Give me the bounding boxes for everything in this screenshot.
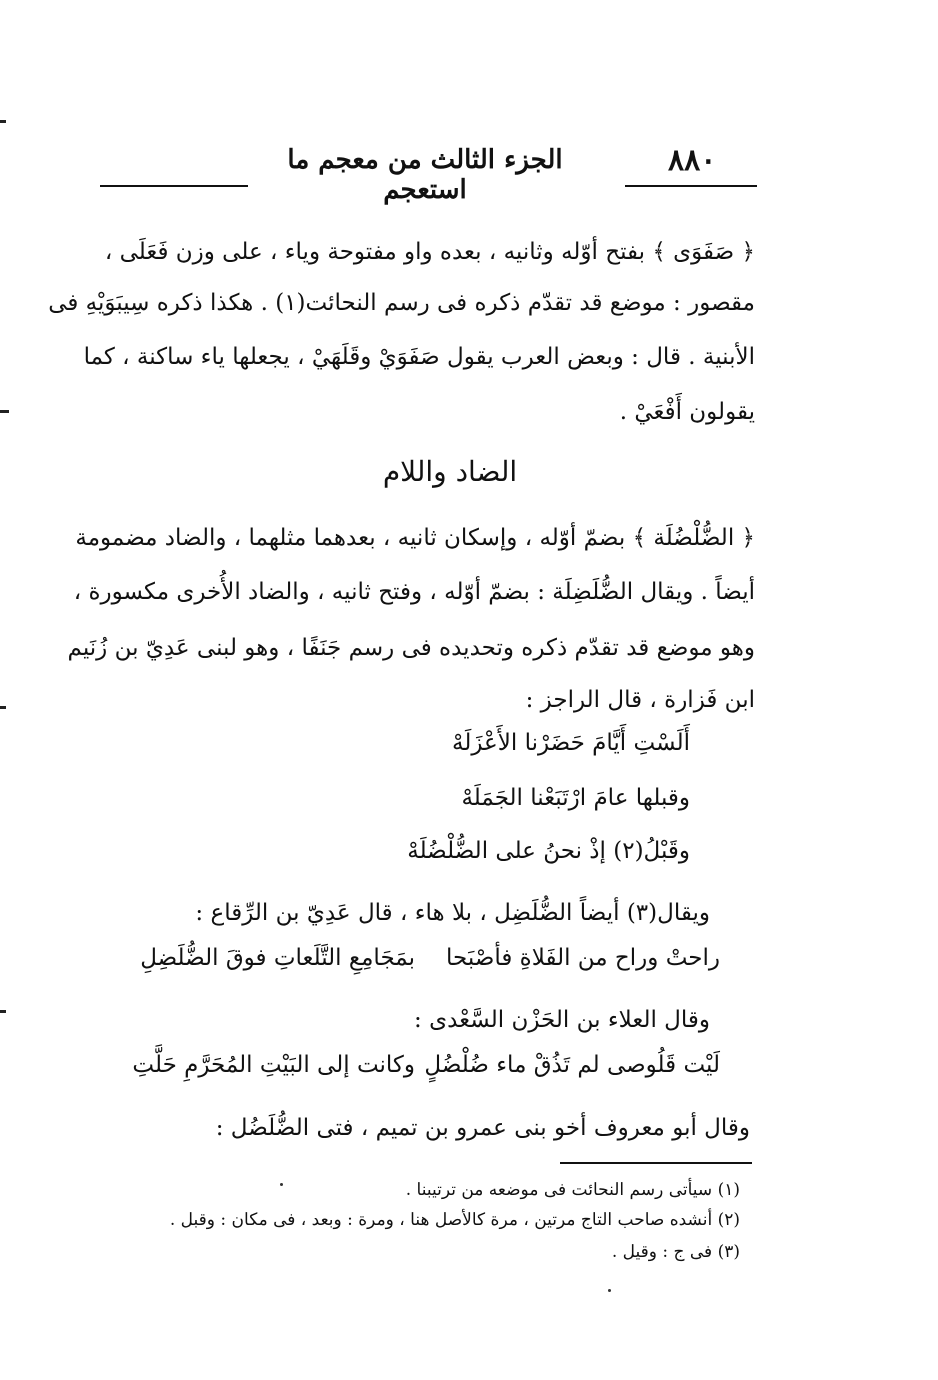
entry-line: ﴿ الضُّلْضُلَة ﴾ بضمّ أوّله ، وإسكان ثانيه ، بعدهما مثلهما ، والضاد مضمومة [75,525,755,551]
footnote: (٢) أنشده صاحب التاج مرتين ، مرة كالأصل هنا ، ومرة : وبعد ، فى مكان : وقبل . [169,1210,740,1230]
entry-line: مقصور : موضع قد تقدّم ذكره فى رسم النحائت(١) . هكذا ذكره سِيبَوَيْهِ فى [48,290,755,316]
section-heading: الضاد واللام [382,455,518,488]
entry-line: أيضاً . ويقال الضُّلَضِلَة : بضمّ أوّله ، وفتح ثانيه ، والضاد الأُخرى مكسورة ، [73,579,755,605]
verse-hemistich-first: راحتْ وراح من الفَلاةِ فأصْبَحا [446,945,720,971]
scan-edge-mark [0,706,6,709]
scan-edge-mark [0,1010,6,1013]
entry-line: وقال العلاء بن الحَزْن السَّعْدى : [414,1007,710,1033]
entry-line: يقولون أَفْعَيْ . [619,399,755,425]
entry-line: ابن فَزارة ، قال الراجز : [525,687,755,713]
scan-edge-mark [0,410,9,413]
rajaz-verse: وقَبْلُ(٢) إذْ نحنُ على الضُّلْضُلَهْ [407,838,690,864]
scan-speck [608,1289,611,1292]
verse-hemistich-second: وكانت إلى البَيْتِ المُحَرَّمِ حَلَّتِ [132,1052,415,1078]
verse-hemistich-second: بمَجَامِعِ التَّلَعاتِ فوقَ الضُّلَضِلِ [140,945,415,971]
entry-line: ويقال(٣) أيضاً الضُّلَضِل ، بلا هاء ، قال عَدِيّ بن الرِّقاع : [195,900,710,926]
entry-line: وهو موضع قد تقدّم ذكره وتحديده فى رسم جَنَفًا ، وهو لبنى عَدِيّ بن زُنَيم [67,635,755,661]
scan-edge-mark [0,120,6,123]
verse-hemistich-first: لَيْت قَلُوصى لم تَذُقْ ماء ضُلْضُلٍ [424,1052,720,1078]
scan-speck [280,1183,283,1186]
header-rule-left [100,185,248,187]
footnote: (١) سيأتى رسم النحائت فى موضعه من ترتيبنا . [405,1180,740,1200]
footnote-rule [560,1162,752,1164]
header-rule-right [625,185,757,187]
entry-line: الأبنية . قال : وبعض العرب يقول صَفَوَيْ وقَلَهَيْ ، يجعلها ياء ساكنة ، كما [83,344,755,370]
entry-line: ﴿ صَفَوَى ﴾ بفتح أوّله وثانيه ، بعده واو مفتوحة وياء ، على وزن فَعَلَى ، [104,239,755,265]
running-title: الجزء الثالث من معجم ما استعجم [287,145,563,205]
entry-line: وقال أبو معروف أخو بنى عمرو بن تميم ، فتى الضُّلَضُل : [215,1115,750,1141]
footnote: (٣) فى ج : وقيل . [611,1242,740,1262]
page-number: ٨٨٠ [668,143,717,178]
rajaz-verse: وقبلها عامَ ارْتَبَعْنا الجَمَلَهْ [461,785,690,811]
rajaz-verse: أَلَسْتِ أَيَّامَ حَضَرْنا الأَعْزَلَهْ [452,730,690,756]
